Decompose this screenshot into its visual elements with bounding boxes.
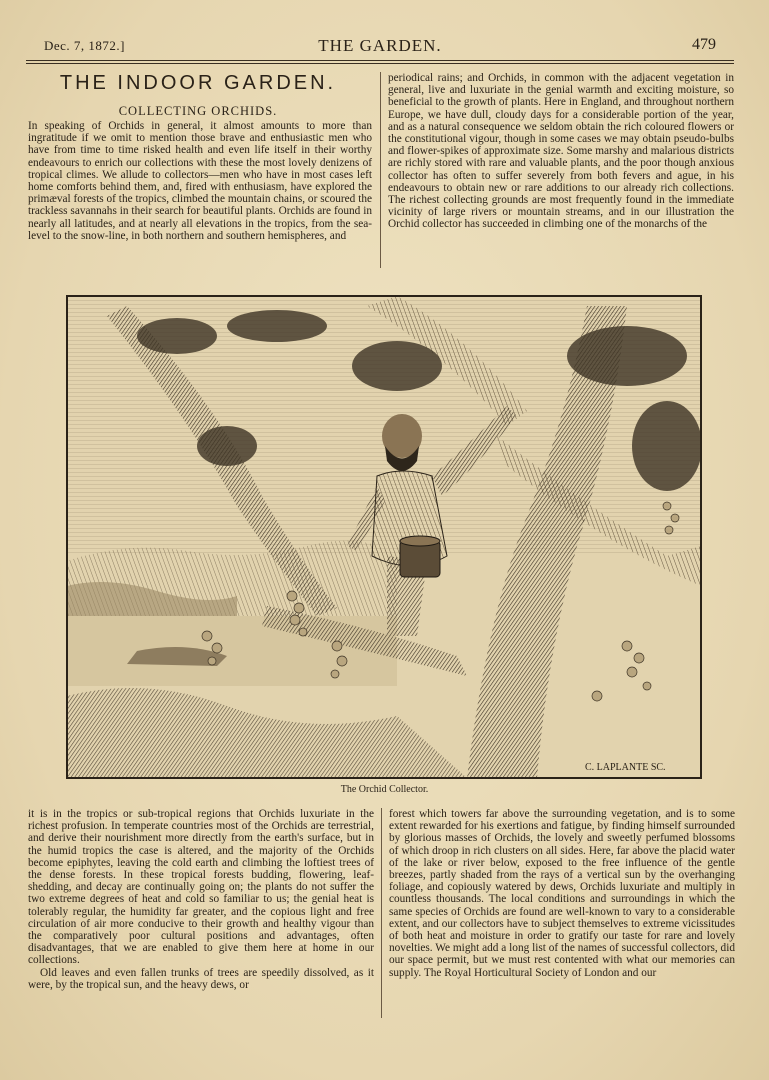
column-bottom-right: [389, 808, 735, 979]
paragraph: it is in the tropics or sub-tropical regions that Orchids luxuriate in the richest profusion. In temperate countries most of the Orchids are terrestrial, and derive their nourishment more directly from the earth's surface, but in the humid tropics the case is altered, and the majority of the Orchids become epiphytes, leaving the cold earth and climbing the loftiest trees of the dense forests. In these tropical forests budding, flowering, leaf-shedding, and decay are continually going on; the plants do not suffer the two extreme degrees of heat and cold so familiar to us; the genial heat is tolerably regular, the humidity far greater, and the copious light and free circulation of air more conducive to their growth and healthy vigour than the comparatively poor cultural positions and advantages, often disadvantages, that we are enabled to give them here at home in our collections.: [28, 808, 374, 967]
page-number: 479: [692, 36, 716, 53]
article-title: COLLECTING ORCHIDS.: [118, 104, 278, 118]
illustration-caption: The Orchid Collector.: [340, 784, 429, 795]
column-top-left: [28, 120, 372, 242]
paragraph: In speaking of Orchids in general, it almost amounts to more than ingratitude if we omit to mention those brave and enthusiastic men who have from time to time risked health and even life itself in their worthy endeavours to enrich our collections with these the most lovely denizens of tropical climes. We allude to collectors—men who have in most cases left home comforts behind them, and, fired with enthusiasm, have explored the primæval forests of the tropics, climbed the mountain chains, or scoured the trackless savannahs in their search for beautiful plants. Orchids are found in nearly all latitudes, and at nearly all elevations in the tropics, from the sea-level to the snow-line, in both northern and southern hemispheres, and: [28, 120, 372, 242]
publication-title: THE GARDEN.: [318, 36, 442, 55]
engraver-signature: C. LAPLANTE SC.: [585, 762, 666, 773]
page-header: [44, 36, 716, 58]
column-divider: [380, 72, 381, 268]
paragraph: periodical rains; and Orchids, in common with the adjacent vegetation in general, live and luxuriate in the genial warmth and exciting moisture, so beneficial to the growth of plants. Here in England, and throughout northern Europe, we have dull, cloudy days for a considerable portion of the year, and as a natural consequence we seldom obtain the rich coloured flowers or the constitutional vigour, though in some cases we may obtain pseudo-bulbs and flower-spikes of approximate size. Some marshy and malarious districts are richly stored with rare and valuable plants, and the poor though anxious collector has often to suffer severely from both fevers and ague, in his endeavours to obtain new or rare additions to our already rich collections. The richest collecting grounds are most frequently found in the immediate vicinity of large rivers or mountain streams, and in our illustration the Orchid collector has succeeded in climbing one of the monarchs of the: [388, 72, 734, 231]
section-title: THE INDOOR GARDEN.: [59, 72, 337, 94]
paragraph: forest which towers far above the surrounding vegetation, and is to some extent rewarded for his exertions and fatigue, by finding himself surrounded by glorious masses of Orchids, the lovely and sweetly perfumed blossoms of which droop in rich clusters on all sides. Here, far above the placid water of the lake or river below, exposed to the free influence of the gentle breezes, partly shaded from the rays of a vertical sun by the overhanging foliage, and copiously watered by dews, Orchids luxuriate and multiply in countless thousands. The local conditions and surroundings in which the same species of Orchids are found are well-known to vary to a considerable extent, and our collectors have to subject themselves to extreme vicissitudes of both heat and moisture in order to gratify our taste for rare and lovely novelties. We might add a long list of the names of successful collectors, did our space permit, but we must rest contented with what our memories can supply. The Royal Horticultural Society of London and our: [389, 808, 735, 979]
header-rule-double: [26, 63, 734, 64]
column-top-right: [388, 72, 734, 231]
column-divider: [381, 808, 382, 1018]
engraving-svg: [67, 296, 701, 778]
paragraph: Old leaves and even fallen trunks of trees are speedily dissolved, as it were, by the tropical sun, and the heavy dews, or: [28, 966, 374, 991]
issue-date: Dec. 7, 1872.]: [44, 38, 126, 53]
header-rule: [26, 60, 734, 61]
column-bottom-left: [28, 808, 374, 991]
orchid-collector-engraving: [66, 295, 702, 779]
